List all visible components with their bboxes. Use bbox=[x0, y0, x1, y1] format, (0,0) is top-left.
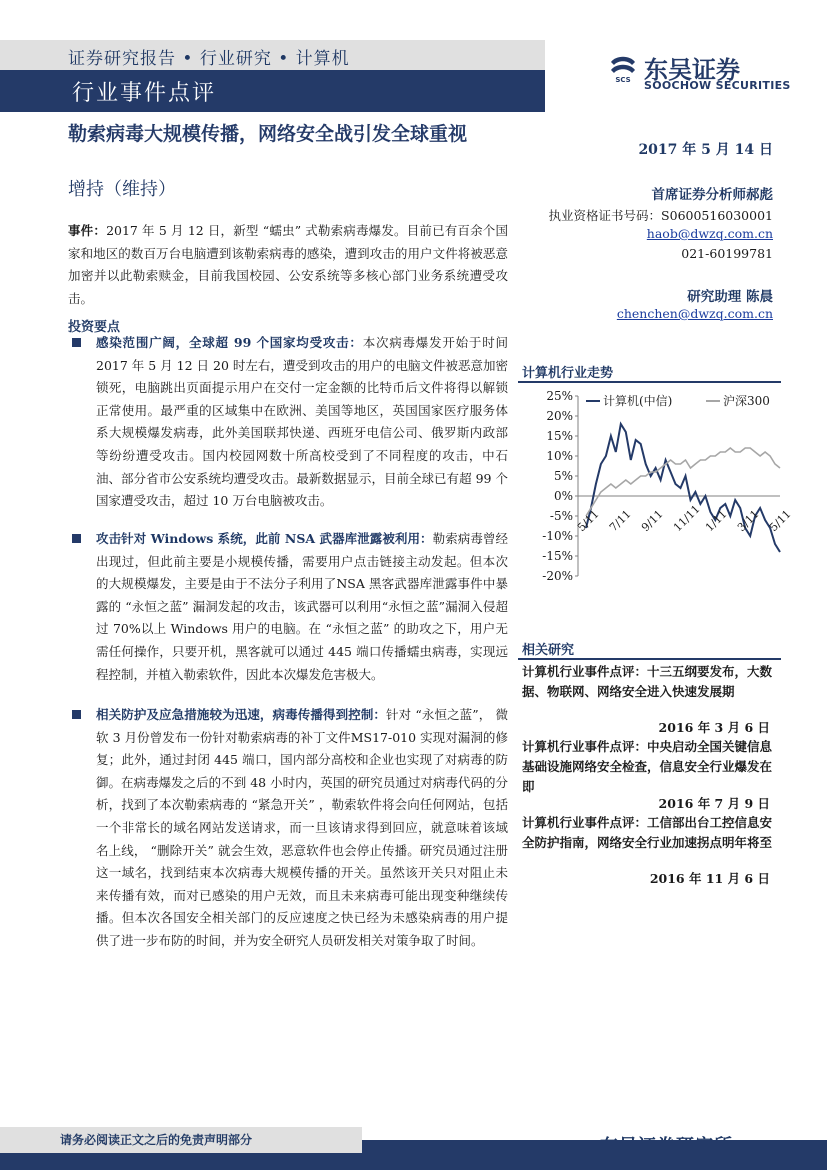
bullet-square-icon bbox=[72, 710, 81, 719]
chart-heading: 计算机行业走势 bbox=[522, 366, 614, 381]
analyst-cert: 执业资格证书号码：S0600516030001 bbox=[548, 208, 773, 223]
point-heading: 感染范围广阔，全球超 99 个国家均受攻击： bbox=[96, 335, 363, 350]
breadcrumb: 证券研究报告 • 行业研究 • 计算机 bbox=[68, 49, 350, 69]
bullet-square-icon bbox=[72, 534, 81, 543]
event-text: 2017 年 5 月 12 日，新型 “蠕虫” 式勒索病毒爆发。目前已有百余个国家和地区的数百万台电脑遭到该勒索病毒的感染，遭到攻击的用户文件将被恶意加密并以此勒索赎金，目前我国校园、公安系统等多核心部门业务系统遭受攻击。 bbox=[68, 223, 508, 306]
analyst-title: 首席证券分析师郝彪 bbox=[651, 187, 773, 203]
disclaimer-text: 请务必阅读正文之后的免责声明部分 bbox=[60, 1133, 253, 1147]
analyst-email-link[interactable]: haob@dwzq.com.cn bbox=[646, 226, 773, 241]
y-tick-label: 5% bbox=[553, 469, 573, 483]
point-body: 勒索病毒曾经出现过，但此前主要是小规模传播，需要用户点击链接主动发起。但本次的大规模爆发，主要是由于不法分子利用了NSA 黑客武器库泄露事件中暴露的 “永恒之蓝” 漏洞发起的攻击，该武器可以利用“永恒之蓝”漏洞入侵超过 70%以上 Windows 用户的电脑。在 “永恒之蓝” 的助攻之下，用户无需任何操作，只要开机，黑客就可以通过 445 端口传播蠕虫病毒，实现远程控制，并植入勒索软件，因此本次爆发危害极大。 bbox=[96, 531, 508, 682]
related-report-date: 2016 年 7 月 9 日 bbox=[658, 796, 770, 811]
y-tick-label: -5% bbox=[549, 509, 573, 523]
analyst-phone: 021-60199781 bbox=[681, 246, 773, 261]
company-logo-name: 东吴证券 bbox=[644, 56, 740, 84]
investment-point bbox=[72, 332, 508, 513]
x-tick-label: 3/11 bbox=[734, 507, 762, 535]
report-title: 勒索病毒大规模传播，网络安全战引发全球重视 bbox=[68, 123, 468, 145]
point-body: 本次病毒爆发开始于时间 2017 年 5 月 12 日 20 时左右，遭受到攻击的用户的电脑文件被恶意加密锁死，电脑跳出页面提示用户在交付一定金额的比特币后文件将得以解锁正常使用。最严重的区域集中在欧洲、美国等地区，英国国家医疗服务体系大规模爆发病毒，此外美国联邦快递、西班牙电信公司、俄罗斯内政部等纷纷遭受攻击。国内校园网数十所高校受到了不同程度的攻击，中石油、部分省市公安系统均遭受攻击。最新数据显示，目前全球已有超 99 个国家遭受攻击，超过 10 万台电脑被攻击。 bbox=[96, 335, 508, 509]
logo-mark-text: SCS bbox=[615, 76, 631, 84]
point-heading: 攻击针对 Windows 系统，此前 NSA 武器库泄露被利用： bbox=[96, 531, 433, 546]
investment-point bbox=[72, 528, 508, 686]
point-body: 针对 “永恒之蓝”， 微软 3 月份曾发布一份针对勒索病毒的补丁文件MS17-010 实现对漏洞的修复；此外，通过封闭 445 端口，国内部分高校和企业也实现了对病毒的防御。在病毒爆发之后的不到 48 小时内，英国的研究员通过对病毒代码的分析，找到了本次勒索病毒的 “紧急开关” ，勒索软件将会向任何网站，包括一个非常长的域名网站发送请求，而一旦该请求得到回应，就意味着该域名上线， “删除开关” 就会生效，恶意软件也会停止传播。研究员通过注册这一域名，找到结束本次病毒大规模传播的开关。虽然该开关只对阻止未来传播有效，而对已感染的用户无效，而且未来病毒可能出现变种继续传播。但本次各国安全相关部门的反应速度之快已经为未感染病毒的用户提供了进一步布防的时间，并为安全研究人员研发相关对策争取了时间。 bbox=[96, 707, 508, 948]
related-heading-rule bbox=[518, 658, 781, 660]
y-tick-label: 0% bbox=[553, 489, 573, 503]
footer-strip bbox=[0, 1153, 827, 1170]
footer-rule bbox=[362, 1140, 827, 1153]
event-label: 事件： bbox=[68, 223, 107, 238]
event-paragraph bbox=[68, 220, 508, 310]
investment-point bbox=[72, 704, 508, 953]
x-tick-label: 11/11 bbox=[670, 502, 703, 535]
report-type: 行业事件点评 bbox=[72, 81, 217, 106]
related-report-link[interactable]: 计算机行业事件点评：工信部出台工控信息安全防护指南，网络安全行业加速拐点明年将至 bbox=[522, 815, 773, 850]
legend-label: 沪深300 bbox=[723, 394, 770, 408]
y-tick-label: -15% bbox=[542, 549, 573, 563]
chart-heading-rule bbox=[518, 381, 781, 383]
related-report-link[interactable]: 计算机行业事件点评：十三五纲要发布，大数据、物联网、网络安全进入快速发展期 bbox=[522, 664, 773, 699]
rating: 增持（维持） bbox=[68, 179, 176, 200]
related-heading: 相关研究 bbox=[522, 643, 575, 658]
assistant-email-link[interactable]: chenchen@dwzq.com.cn bbox=[616, 306, 773, 321]
x-tick-label: 1/11 bbox=[702, 507, 730, 535]
industry-trend-chart bbox=[518, 388, 794, 588]
x-tick-label: 9/11 bbox=[638, 507, 666, 535]
y-tick-label: 25% bbox=[546, 389, 573, 403]
x-tick-label: 5/11 bbox=[574, 507, 602, 535]
company-logo-english: SOOCHOW SECURITIES bbox=[644, 79, 791, 92]
y-tick-label: 20% bbox=[546, 409, 573, 423]
x-tick-label: 7/11 bbox=[606, 507, 634, 535]
assistant-title: 研究助理 陈晨 bbox=[687, 289, 773, 305]
y-tick-label: -10% bbox=[542, 529, 573, 543]
bullet-square-icon bbox=[72, 338, 81, 347]
report-date: 2017 年 5 月 14 日 bbox=[638, 142, 773, 158]
investment-heading: 投资要点 bbox=[68, 320, 121, 335]
point-heading: 相关防护及应急措施较为迅速，病毒传播得到控制： bbox=[96, 707, 387, 722]
legend-label: 计算机(中信) bbox=[603, 394, 673, 408]
y-tick-label: 10% bbox=[546, 449, 573, 463]
company-logo-icon bbox=[608, 54, 638, 84]
x-tick-label: 5/11 bbox=[766, 507, 794, 535]
related-report-date: 2016 年 11 月 6 日 bbox=[649, 871, 770, 886]
related-report-date: 2016 年 3 月 6 日 bbox=[658, 720, 770, 735]
y-tick-label: -20% bbox=[542, 569, 573, 583]
y-tick-label: 15% bbox=[546, 429, 573, 443]
related-report-link[interactable]: 计算机行业事件点评：中央启动全国关键信息基础设施网络安全检查，信息安全行业爆发在即 bbox=[522, 739, 773, 794]
